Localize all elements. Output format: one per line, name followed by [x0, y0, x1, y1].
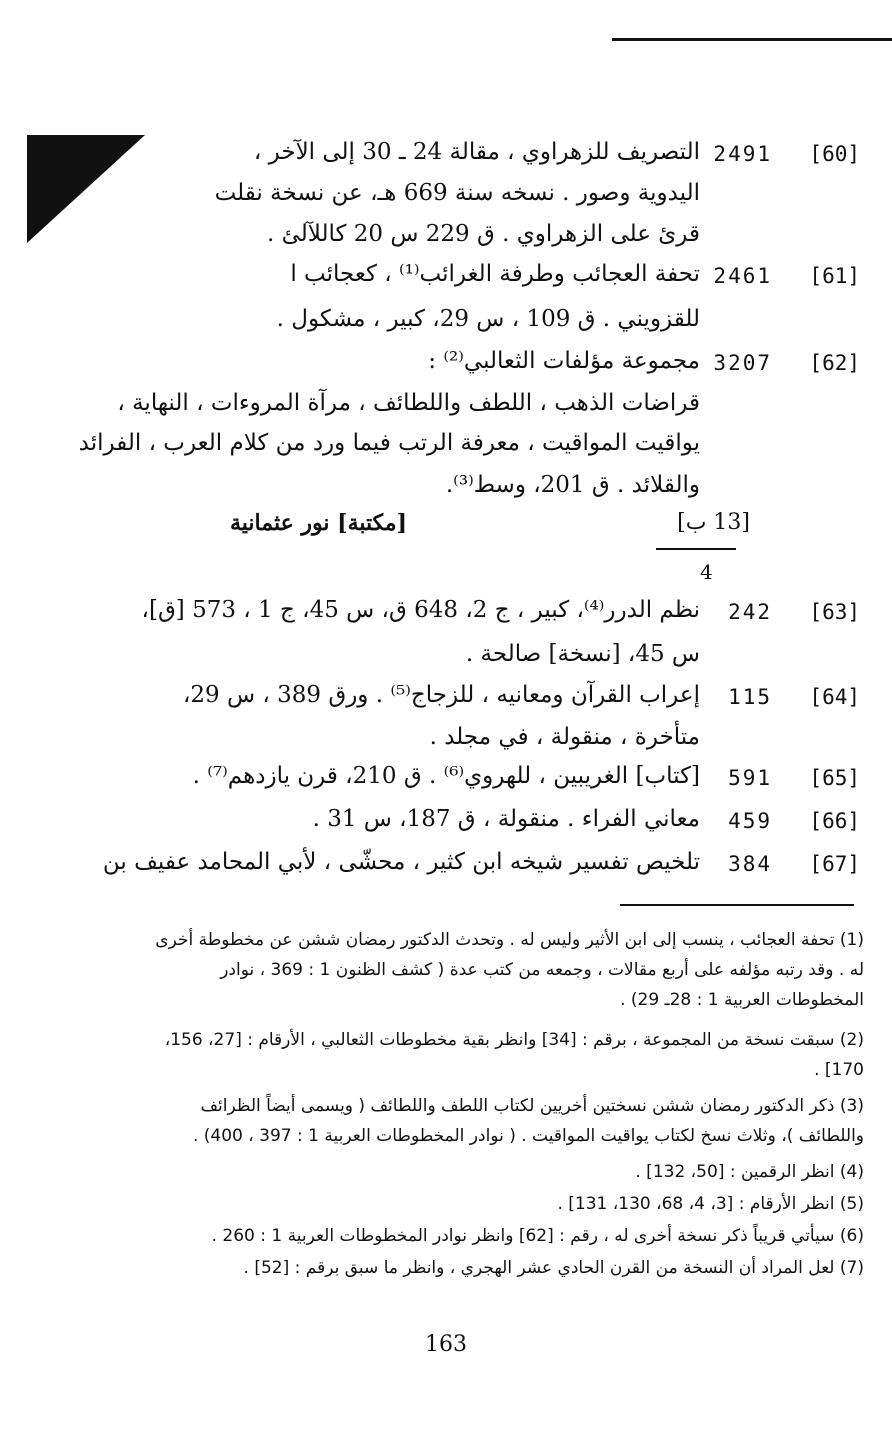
entry-number: [66] [809, 809, 860, 833]
entry-number: [65] [809, 766, 860, 790]
entry-62 [60, 345, 860, 498]
entry-line: قراضات الذهب ، اللطف واللطائف ، مرآة المروءات ، النهاية ، [117, 390, 700, 416]
entry-67 [60, 846, 860, 906]
entry-line: متأخرة ، منقولة ، في مجلد . [429, 724, 700, 750]
footnote-text: واللطائف )، وثلاث نسخ لكتاب يواقيت المواقيت . ( نوادر المخطوطات العربية 1 : 397 ، 400) . [192, 1126, 864, 1146]
entry-number: [60] [809, 142, 860, 166]
entry-line: س 45، [نسخة] صالحة . [465, 641, 700, 667]
entry-code: 115 [728, 685, 772, 709]
footnote-7 [108, 1253, 864, 1283]
section-rule [656, 548, 736, 550]
entry-63 [60, 594, 860, 667]
top-rule [612, 38, 892, 41]
entry-code: 2461 [713, 264, 772, 288]
entry-number: [62] [809, 351, 860, 375]
footnote-text: انظر الأرقام : [3، 4، 68، 130، 131] . [557, 1194, 835, 1214]
section-header [200, 510, 760, 550]
entry-code: 384 [728, 852, 772, 876]
entry-code: 591 [728, 766, 772, 790]
entry-line: معاني الفراء . منقولة ، ق 187، س 31 . [312, 806, 700, 832]
footnote-2 [108, 1025, 864, 1085]
entry-61 [60, 258, 860, 332]
footnote-3 [108, 1091, 864, 1151]
entry-line: قرئ على الزهراوي . ق 229 س 20 كاللآلئ . [266, 221, 700, 247]
folio-label: [13 ب] [677, 510, 750, 535]
section-sub-number: 4 [700, 560, 713, 584]
footnote-number: (5) [839, 1194, 864, 1214]
entry-line: تحفة العجائب وطرفة الغرائب⁽¹⁾ ، كعجائب ا [290, 261, 700, 287]
entry-code: 2491 [713, 142, 772, 166]
entry-number: [61] [809, 264, 860, 288]
footnote-5 [108, 1189, 864, 1219]
footnote-1 [108, 925, 864, 1015]
footnote-number: (6) [839, 1226, 864, 1246]
footnote-number: (1) [839, 930, 864, 950]
entry-64 [60, 679, 860, 750]
footnote-number: (4) [839, 1162, 864, 1182]
footnote-text: لعل المراد أن النسخة من القرن الحادي عشر الهجري ، وانظر ما سبق برقم : [52] . [243, 1258, 835, 1278]
page-number: 163 [425, 1332, 467, 1357]
footnote-text: انظر الرقمين : [50، 132] . [635, 1162, 835, 1182]
entry-number: [63] [809, 600, 860, 624]
footnote-6 [108, 1221, 864, 1251]
footnote-text: المخطوطات العربية 1 : 28ـ 29) . [620, 990, 864, 1010]
footnote-number: (3) [839, 1096, 864, 1116]
entry-code: 3207 [713, 351, 772, 375]
entry-line: اليدوية وصور . نسخه سنة 669 هـ، عن نسخة نقلت [214, 180, 700, 206]
entry-line: والقلائد . ق 201، وسط⁽³⁾. [445, 472, 700, 498]
entry-number: [67] [809, 852, 860, 876]
entry-line: التصريف للزهراوي ، مقالة 24 ـ 30 إلى الآخر ، [253, 139, 700, 165]
footnote-text: له . وقد رتبه مؤلفه على أربع مقالات ، وجمعه من كتب عدة ( كشف الظنون 1 : 369 ، نوادر [220, 960, 864, 980]
entry-line: يواقيت المواقيت ، معرفة الرتب فيما ورد من كلام العرب ، الفرائد [78, 430, 700, 456]
footnote-text: سيأتي قريباً ذكر نسخة أخرى له ، رقم : [62] وانظر نوادر المخطوطات العربية 1 : 260 . [211, 1226, 835, 1246]
entry-line: تلخيص تفسير شيخه ابن كثير ، محشّى ، لأبي المحامد عفيف بن [102, 849, 700, 875]
entry-line: نظم الدرر⁽⁴⁾، كبير ، ج 2، 648 ق، س 45، ج 1 ، 573 [ق]، [141, 597, 700, 623]
entry-line: للقزويني . ق 109 ، س 29، كبير ، مشكول . [276, 306, 700, 332]
footnote-number: (7) [839, 1258, 864, 1278]
footnote-4 [108, 1157, 864, 1187]
entry-line: [كتاب] الغريبين ، للهروي⁽⁶⁾ . ق 210، قرن يازدهم⁽⁷⁾ . [192, 763, 700, 789]
library-label: [مكتبة] نور عثمانية [230, 510, 407, 536]
entry-number: [64] [809, 685, 860, 709]
footnote-rule [620, 904, 854, 906]
entry-60 [60, 136, 860, 247]
footnote-number: (2) [839, 1030, 864, 1050]
footnote-text: تحفة العجائب ، ينسب إلى ابن الأثير وليس له . وتحدث الدكتور رمضان ششن عن مخطوطة أخرى [155, 930, 835, 950]
footnote-text: 170] . [814, 1060, 864, 1080]
footnote-text: سبقت نسخة من المجموعة ، برقم : [34] وانظر بقية مخطوطات الثعالبي ، الأرقام : [27، 156، [164, 1030, 835, 1050]
footnote-text: ذكر الدكتور رمضان ششن نسختين أخريين لكتاب اللطف واللطائف ( ويسمى أيضاً الظرائف [200, 1096, 835, 1116]
entry-code: 459 [728, 809, 772, 833]
entry-code: 242 [728, 600, 772, 624]
entry-line: مجموعة مؤلفات الثعالبي⁽²⁾ : [428, 348, 700, 374]
entry-line: إعراب القرآن ومعانيه ، للزجاج⁽⁵⁾ . ورق 389 ، س 29، [182, 682, 700, 708]
